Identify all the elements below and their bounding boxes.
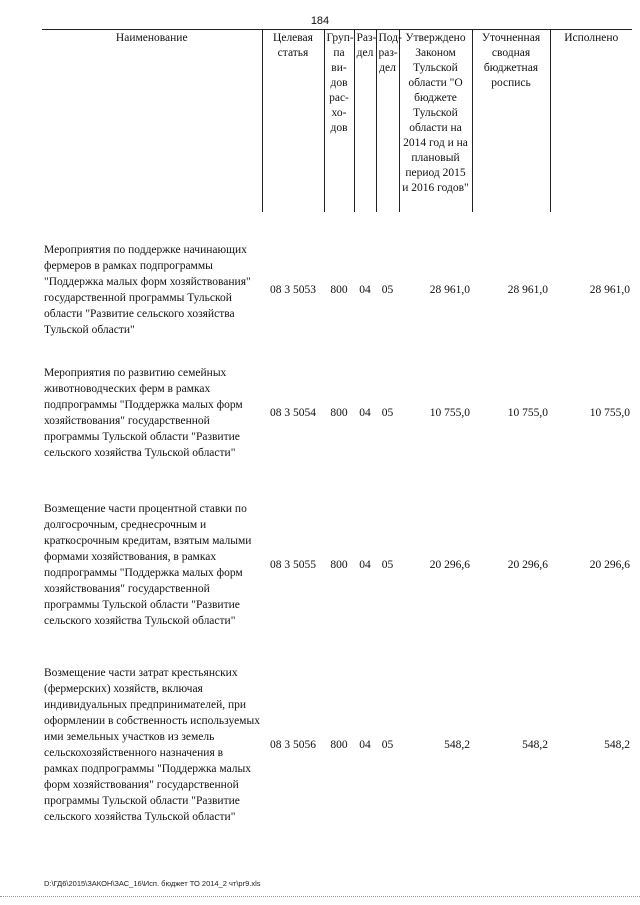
header-target-article: Целевая статья — [262, 30, 324, 213]
row-expense-group: 800 — [330, 407, 348, 419]
header-executed: Исполнено — [550, 30, 632, 213]
row-subsection: 05 — [381, 558, 394, 571]
header-expense-group: Груп- па ви- дов рас- хо- дов — [324, 30, 354, 213]
page-number: 184 — [310, 15, 330, 27]
row-target-article: 08 3 5053 — [270, 284, 316, 296]
header-name: Наименование — [42, 30, 262, 213]
row-subsection: 05 — [381, 284, 394, 296]
row-refined: 548,2 — [522, 738, 548, 751]
row-section: 04 — [359, 284, 371, 296]
table-header-row — [42, 30, 632, 213]
row-expense-group: 800 — [330, 284, 348, 296]
row-refined: 28 961,0 — [507, 284, 548, 296]
row-approved: 548,2 — [444, 738, 470, 751]
row-target-article: 08 3 5055 — [270, 558, 316, 571]
row-name: Возмещение части процентной ставки по долгосрочным, среднесрочным и краткосрочным кредитам, взятым малыми формами хозяйствования, в рамках подпрограммы "Поддержка малых форм хозяйствования" государственной программы Тульской области "Развитие сельского хозяйства Тульской области" — [44, 502, 252, 627]
row-target-article: 08 3 5056 — [270, 738, 316, 751]
row-section: 04 — [359, 558, 371, 571]
row-target-article: 08 3 5054 — [270, 407, 316, 419]
row-name: Возмещение части затрат крестьянских (фермерских) хозяйств, включая индивидуальных предпринимателей, при оформлении в собственность используемых ими земельных участков из земель сельскохозяйственного назначения в рамках подпрограммы "Поддержка малых форм хозяйствования" государственной программы Тульской области "Развитие сельского хозяйства Тульской области" — [44, 666, 260, 823]
header-section: Раз- дел — [354, 30, 376, 213]
row-expense-group: 800 — [330, 738, 348, 751]
row-expense-group: 800 — [330, 558, 348, 571]
table-row — [42, 657, 632, 832]
header-subsection: Под- раз- дел — [376, 30, 399, 213]
row-refined: 20 296,6 — [507, 558, 548, 571]
row-subsection: 05 — [381, 407, 394, 419]
header-refined: Уточненная сводная бюджетная роспись — [472, 30, 550, 213]
row-executed: 20 296,6 — [589, 558, 630, 571]
row-section: 04 — [359, 738, 371, 751]
row-executed: 10 755,0 — [589, 407, 630, 419]
footer-divider — [0, 896, 640, 897]
row-subsection: 05 — [381, 738, 394, 751]
row-executed: 28 961,0 — [589, 284, 630, 296]
row-name: Мероприятия по поддержке начинающих фермеров в рамках подпрограммы "Поддержка малых форм хозяйствования" государственной программы Тульской области "Развитие сельского хозяйства Тульской области" — [44, 244, 251, 336]
row-name: Мероприятия по развитию семейных животноводческих ферм в рамках подпрограммы "Поддержка малых форм хозяйствования" государственной программы Тульской области "Развитие сельского хозяйства Тульской области" — [44, 367, 243, 459]
header-approved: Утверждено Законом Тульской области "О бюджете Тульской области на 2014 год и на плановый период 2015 и 2016 годов" — [399, 30, 472, 213]
row-approved: 10 755,0 — [429, 407, 470, 419]
row-refined: 10 755,0 — [507, 407, 548, 419]
row-approved: 28 961,0 — [429, 284, 470, 296]
table-row — [42, 212, 632, 354]
table-row — [42, 354, 632, 472]
row-executed: 548,2 — [604, 738, 630, 751]
footer-file-path: D:\ГД6\2015\ЗАКОН\ЗАС_16\Исп. бюджет ТО 2014_2 чт\pr9.xls — [44, 879, 261, 888]
table-row — [42, 472, 632, 657]
budget-execution-table — [42, 29, 632, 832]
row-approved: 20 296,6 — [429, 558, 470, 571]
row-section: 04 — [359, 407, 371, 419]
